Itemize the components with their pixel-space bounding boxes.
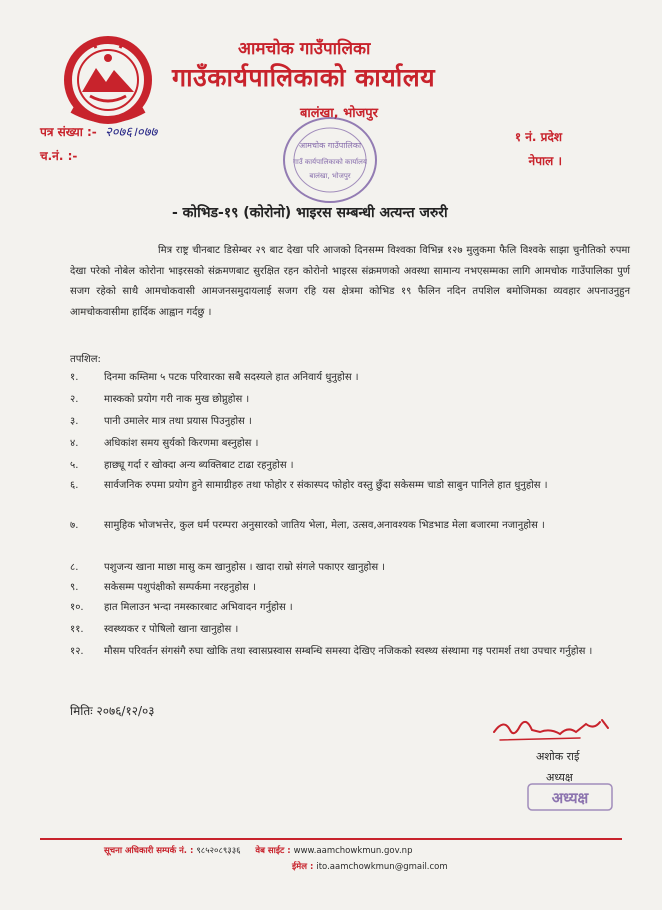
seal-line-3: बालंखा, भोजपुर xyxy=(309,172,351,180)
list-item: ७. सामुहिक भोजभत्तेर, कुल धर्म परम्परा अनुसारको जातिय भेला, मेला, उत्सव,अनावश्यक भिडभाड मेला बजारमा नजानुहोस । xyxy=(70,520,545,531)
signer-role: अध्यक्ष xyxy=(546,771,573,784)
province-label: १ नं. प्रदेश xyxy=(514,130,562,144)
signer-name: अशोक राई xyxy=(536,750,580,763)
list-item: २. मास्कको प्रयोग गरी नाक मुख छोप्नुहोस । xyxy=(70,394,250,405)
list-item: ११. स्वस्थ्यकर र पोषिलो खाना खानुहोस । xyxy=(70,624,239,635)
email-label: ईमेल : xyxy=(292,862,314,872)
footer-divider xyxy=(40,838,622,840)
website-label: वेब साईट : xyxy=(255,846,291,856)
website-link[interactable]: www.aamchowkmun.gov.np xyxy=(293,846,413,856)
list-item: ३. पानी उमालेर मात्र तथा प्रयास पिउनुहोस । xyxy=(70,416,252,427)
list-item: १. दिनमा कम्तिमा ५ पटक परिवारका सबै सदस्यले हात अनिवार्य धुनुहोस । xyxy=(70,372,359,383)
office-name: गाउँकार्यपालिकाको कार्यालय xyxy=(172,63,436,92)
office-seal-icon xyxy=(280,112,380,208)
office-address: बालंखा, भोजपुर xyxy=(300,106,378,121)
footer-email xyxy=(292,861,448,872)
nepal-emblem-icon xyxy=(62,30,154,130)
list-item: १०. हात मिलाउन भन्दा नमस्कारबाट अभिवादन गर्नुहोस । xyxy=(70,602,293,613)
chairperson-stamp-icon xyxy=(526,782,614,812)
country-label: नेपाल । xyxy=(528,154,562,168)
reference-number-value: २०७६।०७७ xyxy=(104,125,158,140)
notice-date: मितिः २०७६/१२/०३ xyxy=(70,704,155,718)
list-heading: तपशिल: xyxy=(70,354,101,365)
email-link[interactable]: ito.aamchowkmun@gmail.com xyxy=(316,862,448,872)
list-item: ८. पशुजन्य खाना माछा मासु कम खानुहोस । खादा राम्रो संगले पकाएर खानुहोस । xyxy=(70,562,386,573)
seal-line-2: गाउँ कार्यपालिकाको कार्यालय xyxy=(293,158,367,166)
municipality-name: आमचोक गाउँपालिका xyxy=(238,39,371,59)
list-item: ६. सार्वजनिक रुपमा प्रयोग हुने सामाग्रीहरु तथा फोहोर र संकास्पद फोहोर वस्तु छुँदा सकेसम्म चाडो साबुन पानिले हात धुनुहोस । xyxy=(70,480,548,491)
chairperson-stamp-text: अध्यक्ष xyxy=(551,789,589,807)
info-officer-phone: ९८५२०८९३३६ xyxy=(196,846,241,856)
reference-number xyxy=(40,122,157,140)
seal-line-1: आमचोक गाउँपालिका xyxy=(298,141,362,150)
reference-number-label: पत्र संख्या :- xyxy=(40,125,97,139)
list-item: ९. सकेसम्म पशुपंक्षीको सम्पर्कमा नरहनुहोस । xyxy=(70,582,256,593)
list-item: ५. हाछ्यू गर्दा र खोक्दा अन्य ब्यक्तिबाट टाढा रहनुहोस । xyxy=(70,460,294,471)
notice-paragraph: मित्र राष्ट्र चीनबाट डिसेम्बर २९ बाट देखा परि आजको दिनसम्म विश्वका विभिन्न १२७ मुलुकमा फैलि विश्वके साझा चुनौतिको रुपमा देखा परेको नोबेल कोरोना भाइरसको संक्रमणबाट सुरक्षित रहन कोरोनो भाइरस संक्रमणको अवस्था सामान्य नभएसम्मका लागि आमचोक गाउँपालिका पुर्ण सजग रहेको साथै आमचोकवासी आमजनसमुदायलाई सजग रहि यस क्षेत्रमा कोभिड १९ फैलिन नदिन तपशिल बमोजिमका व्यवहार अपनाउनुहुन आमचोकवासीमा हार्दिक आह्वान गर्दछु । xyxy=(70,245,630,318)
notice-title: - कोभिड-१९ (कोरोनो) भाइरस सम्बन्धी अत्यन्त जरुरी xyxy=(172,205,448,221)
info-officer-label: सूचना अधिकारी सम्पर्क नं. : xyxy=(104,846,194,856)
signature-icon xyxy=(490,708,620,748)
dispatch-number-label: च.नं. :- xyxy=(40,149,78,163)
footer-contact xyxy=(104,845,412,856)
list-item: १२. मौसम परिवर्तन संगसंगै रुघा खोकि तथा स्वासप्रस्वास सम्बन्धि समस्या देखिए नजिकको स्वस्थ्य संस्थामा गइ परामर्श तथा उपचार गर्नुहोस । xyxy=(70,646,593,657)
list-item: ४. अधिकांश समय सुर्यको किरणमा बस्नुहोस । xyxy=(70,438,259,449)
